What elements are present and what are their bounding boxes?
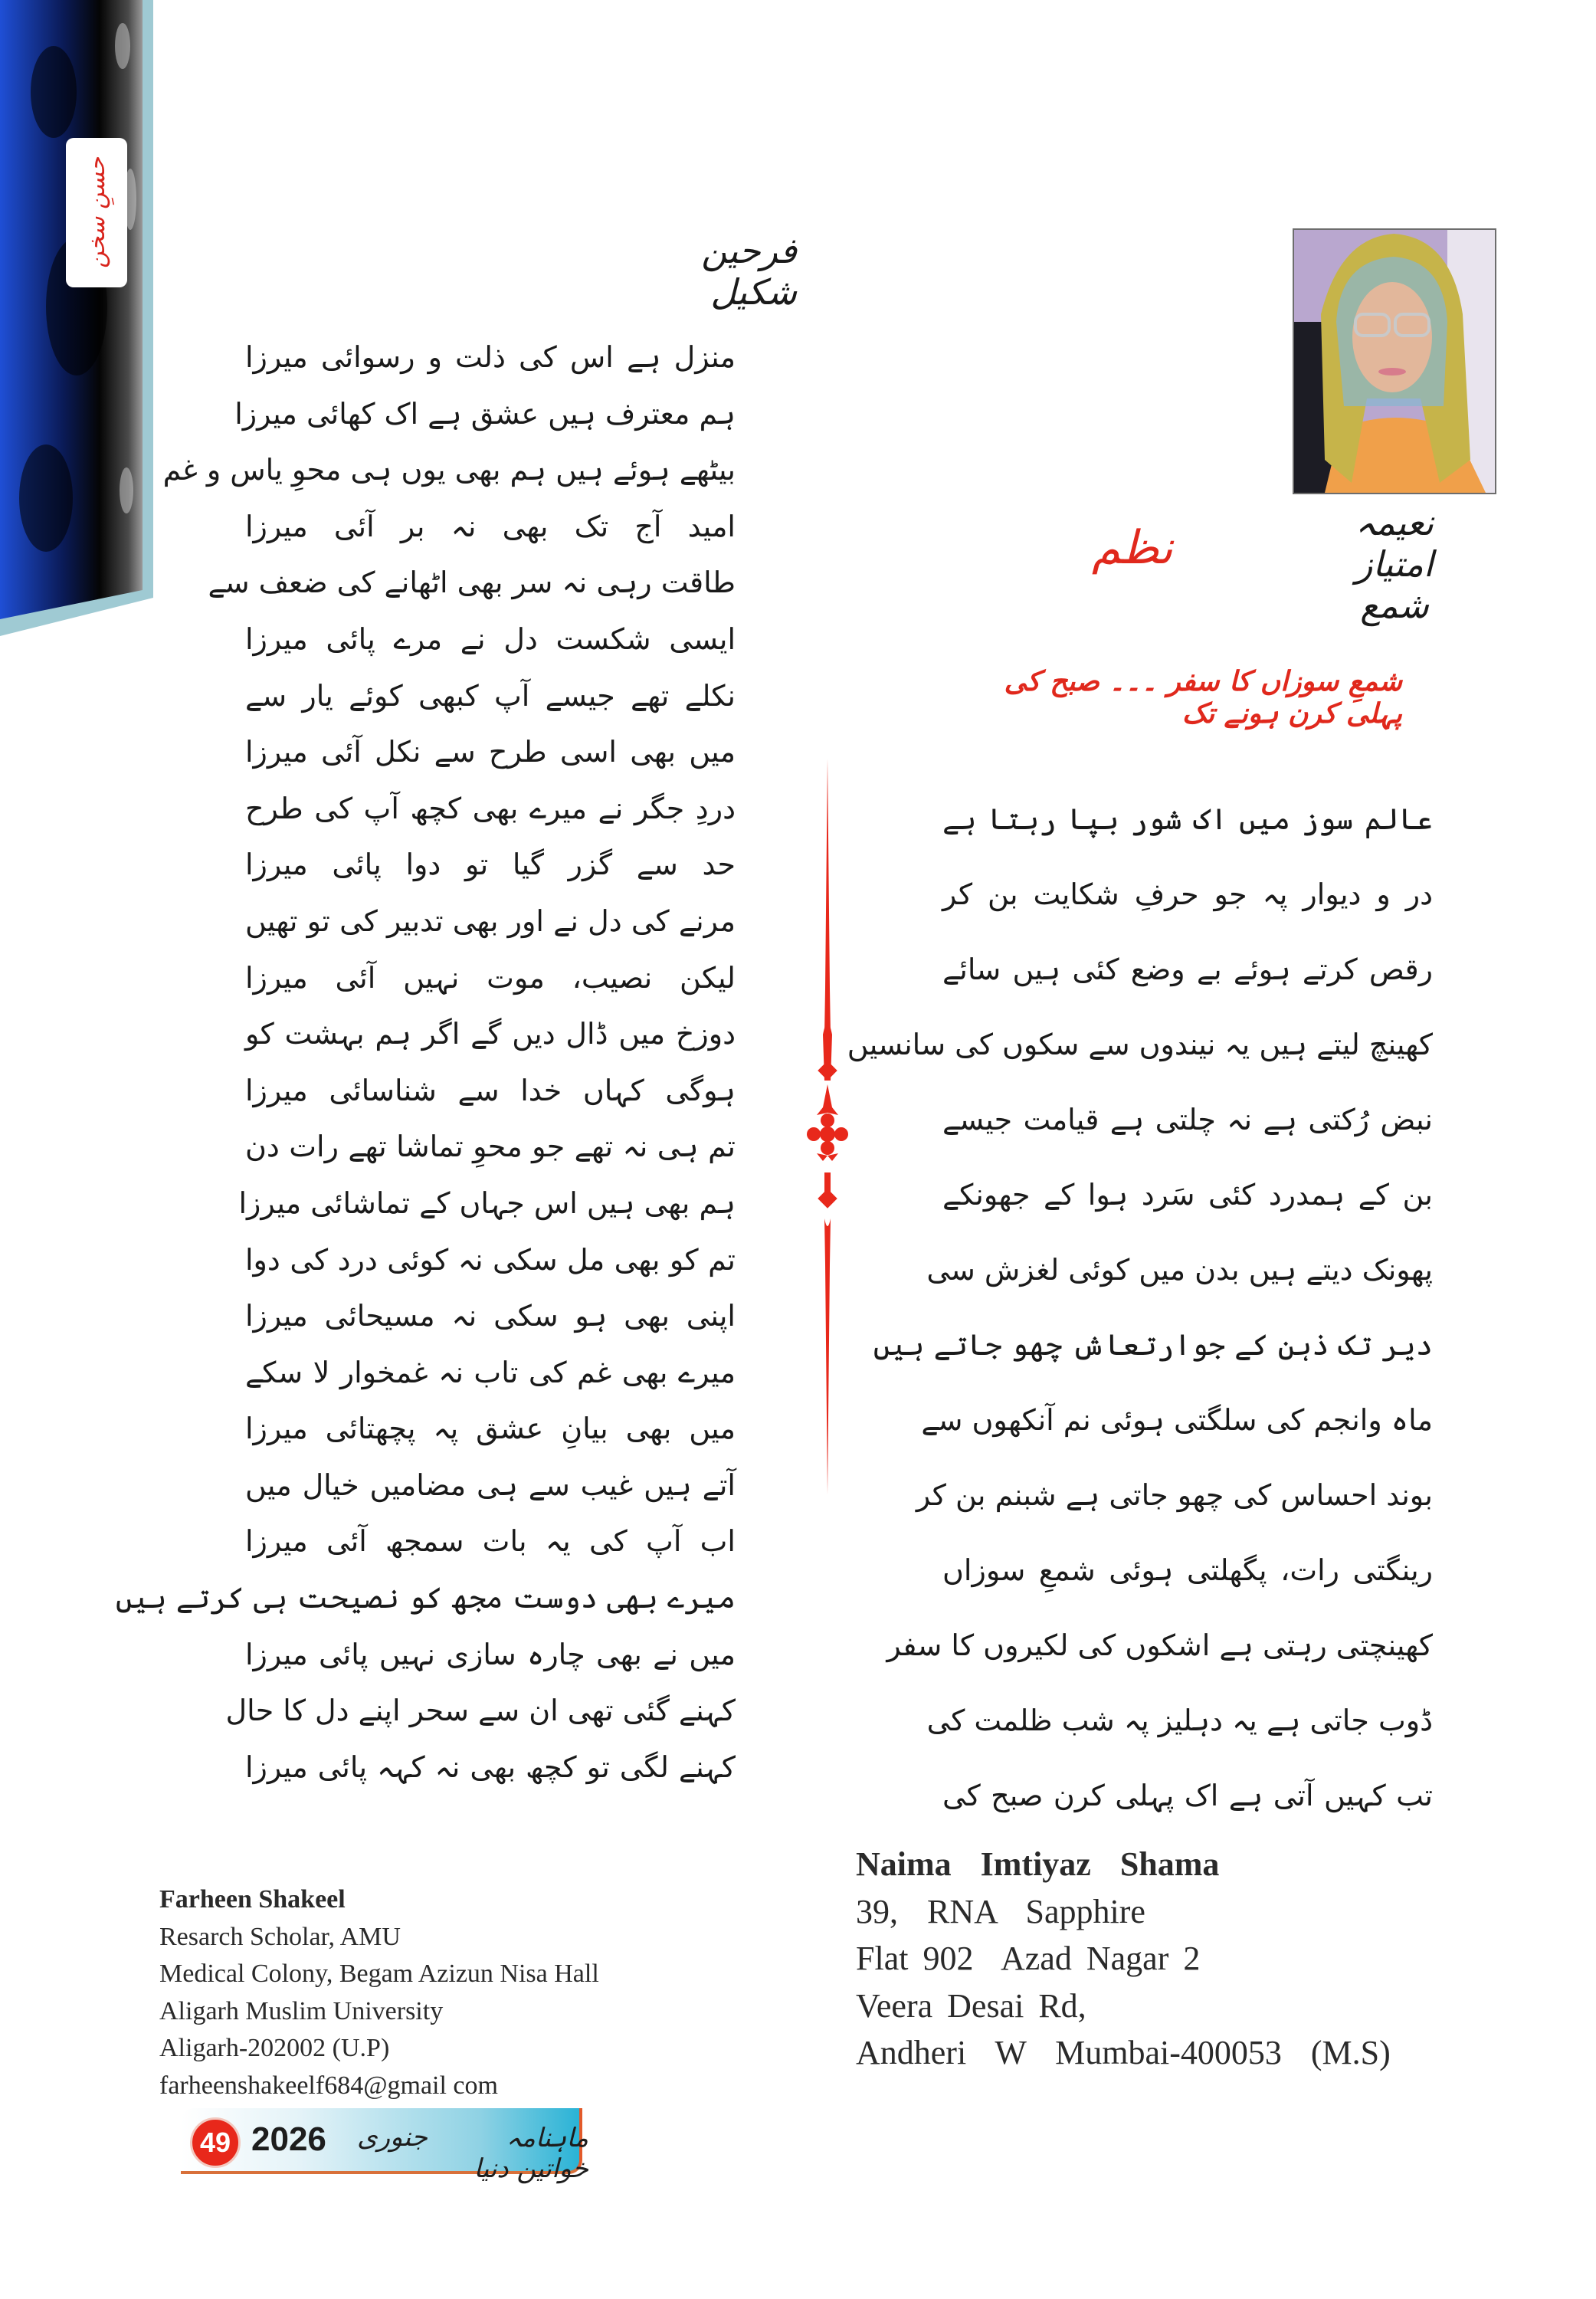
poem-line: اپنی بھی ہو سکی نہ مسیحائی میرزا	[245, 1299, 736, 1333]
poem-line: رقص کرتے ہوئے بے وضع کئی ہیں سائے	[942, 953, 1433, 986]
poem-line: کہنے لگی تو کچھ بھی نہ کہہ پائی میرزا	[245, 1750, 736, 1784]
issue-month: جنوری	[357, 2122, 428, 2153]
right-poem	[847, 782, 1433, 1833]
address-left-name: Farheen Shakeel	[159, 1885, 346, 1914]
poem-line: بیٹھے ہوئے ہیں ہم بھی یوں ہی محوِ یاس و غم	[162, 453, 736, 487]
poem-line: تم ہی نہ تھے جو محوِ تماشا تھے رات دن	[245, 1130, 736, 1164]
address-right-line: Flat 902 Azad Nagar 2	[856, 1940, 1201, 1977]
poem-line: امید آج تک بھی نہ بر آئی میرزا	[245, 509, 736, 543]
address-left-email: farheenshakeelf684@gmail com	[159, 2071, 498, 2100]
poem-line: میرے بھی دوست مجھ کو نصیحت ہی کرتے ہیں	[115, 1581, 736, 1615]
page-number: 49	[190, 2117, 241, 2168]
portrait-image	[1294, 230, 1495, 493]
genre-heading: نظم	[1092, 521, 1173, 575]
address-left-line: Aligarh Muslim University	[159, 1996, 444, 2025]
poem-line: اب آپ کی یہ بات سمجھ آئی میرزا	[245, 1524, 736, 1559]
address-right-line: Veera Desai Rd,	[856, 1986, 1086, 2025]
poem-line: دردِ جگر نے میرے بھی کچھ آپ کی طرح	[245, 791, 736, 825]
address-right-name: Naima Imtiyaz Shama	[856, 1845, 1220, 1883]
poem-line: مرنے کی دل نے اور بھی تدبیر کی تو تھیں	[245, 904, 736, 938]
address-right-line: 39, RNA Sapphire	[856, 1892, 1145, 1930]
poem-line: حد سے گزر گیا تو دوا پائی میرزا	[245, 848, 736, 882]
poem-line: میں بھی بیانِ عشق پہ پچھتائی میرزا	[245, 1412, 736, 1446]
address-right	[856, 1841, 1391, 2077]
left-poem	[115, 330, 736, 1796]
poem-line: کھینچ لیتے ہیں یہ نیندوں سے سکوں کی سانسیں	[847, 1028, 1433, 1061]
right-poem-author: نعیمہ امتیاز شمع	[1355, 502, 1434, 626]
poem-line: کھینچتی رہتی ہے اشکوں کی لکیروں کا سفر	[886, 1628, 1433, 1662]
poem-line: طاقت رہی نہ سر بھی اٹھانے کی ضعف سے	[208, 566, 736, 600]
poem-line: کہنے گئی تھی ان سے سحر اپنے دل کا حال	[225, 1694, 736, 1728]
address-left	[159, 1881, 599, 2104]
section-tab-label: حسنِ سخن	[83, 156, 110, 269]
poem-line: ڈوب جاتی ہے یہ دہلیز پہ شب ظلمت کی	[926, 1704, 1433, 1737]
banner-artwork	[0, 0, 153, 636]
side-banner	[0, 0, 153, 636]
poem-line: پھونک دیتے ہیں بدن میں کوئی لغزش سی	[926, 1253, 1433, 1287]
address-right-line: Andheri W Mumbai-400053 (M.S)	[856, 2034, 1391, 2071]
poem-line: ہوگی کہاں خدا سے شناسائی میرزا	[245, 1073, 736, 1107]
poem-line: میں نے بھی چارہ سازی نہیں پائی میرزا	[245, 1637, 736, 1671]
poem-line: تب کہیں آتی ہے اک پہلی کرن صبح کی	[942, 1779, 1433, 1812]
page-footer	[175, 2105, 588, 2184]
poem-line: بوند احساس کی چھو جاتی ہے شبنم بن کر	[916, 1478, 1433, 1512]
poem-line: عالم سوز میں اک شور بپا رہتا ہے	[942, 802, 1433, 836]
ornament-icon	[797, 759, 858, 1494]
poem-line: ماہ وانجم کی سلگتی ہوئی نم آنکھوں سے	[921, 1403, 1433, 1437]
poem-line: میرے بھی غم کی تاب نہ غمخوار لا سکے	[245, 1355, 736, 1389]
poem-line: رینگتی رات، پگھلتی ہوئی شمعِ سوزاں	[942, 1553, 1433, 1587]
poem-line: در و دیوار پہ جو حرفِ شکایت بن کر	[942, 877, 1433, 911]
poem-line: آتے ہیں غیب سے ہی مضامیں خیال میں	[245, 1468, 736, 1502]
address-left-line: Resarch Scholar, AMU	[159, 1922, 401, 1951]
address-left-line: Medical Colony, Begam Azizun Nisa Hall	[159, 1960, 599, 1988]
poem-line: منزل ہے اس کی ذلت و رسوائی میرزا	[245, 340, 736, 374]
left-poem-author: فرحین شکیل	[701, 230, 797, 313]
poem-line: ہم بھی ہیں اس جہاں کے تماشائی میرزا	[238, 1186, 736, 1220]
magazine-name: ماہنامہ خواتین دنیا	[474, 2123, 588, 2184]
poem-line: بن کے ہمدرد کئی سَرد ہوا کے جھونکے	[942, 1178, 1433, 1212]
address-left-line: Aligarh-202002 (U.P)	[159, 2034, 390, 2062]
author-photo	[1293, 228, 1496, 494]
poem-line: نکلے تھے جیسے آپ کبھی کوئے یار سے	[245, 678, 736, 713]
poem-line: ایسی شکست دل نے مرے پائی میرزا	[245, 621, 736, 656]
divider-ornament	[797, 759, 858, 1494]
poem-line: ہم معترف ہیں عشق ہے اک کھائی میرزا	[234, 396, 736, 431]
poem-line: میں بھی اسی طرح سے نکل آئی میرزا	[245, 735, 736, 769]
poem-line: لیکن نصیب، موت نہیں آئی میرزا	[245, 960, 736, 995]
poem-line: دوزخ میں ڈال دیں گے اگر ہم بہشت کو	[245, 1017, 736, 1051]
poem-line: نبض رُکتی ہے نہ چلتی ہے قیامت جیسے	[942, 1103, 1433, 1136]
section-tab	[66, 138, 127, 287]
poem-line: دیر تک ذہن کے جوارتعاش چھو جاتے ہیں	[873, 1328, 1433, 1362]
poem-line: تم کو بھی مل سکی نہ کوئی درد کی دوا	[245, 1242, 736, 1277]
issue-year: 2026	[251, 2120, 326, 2158]
poem-title: شمعِ سوزاں کا سفر ۔۔۔ صبح کی پہلی کرن ہونے تک	[1004, 665, 1402, 730]
